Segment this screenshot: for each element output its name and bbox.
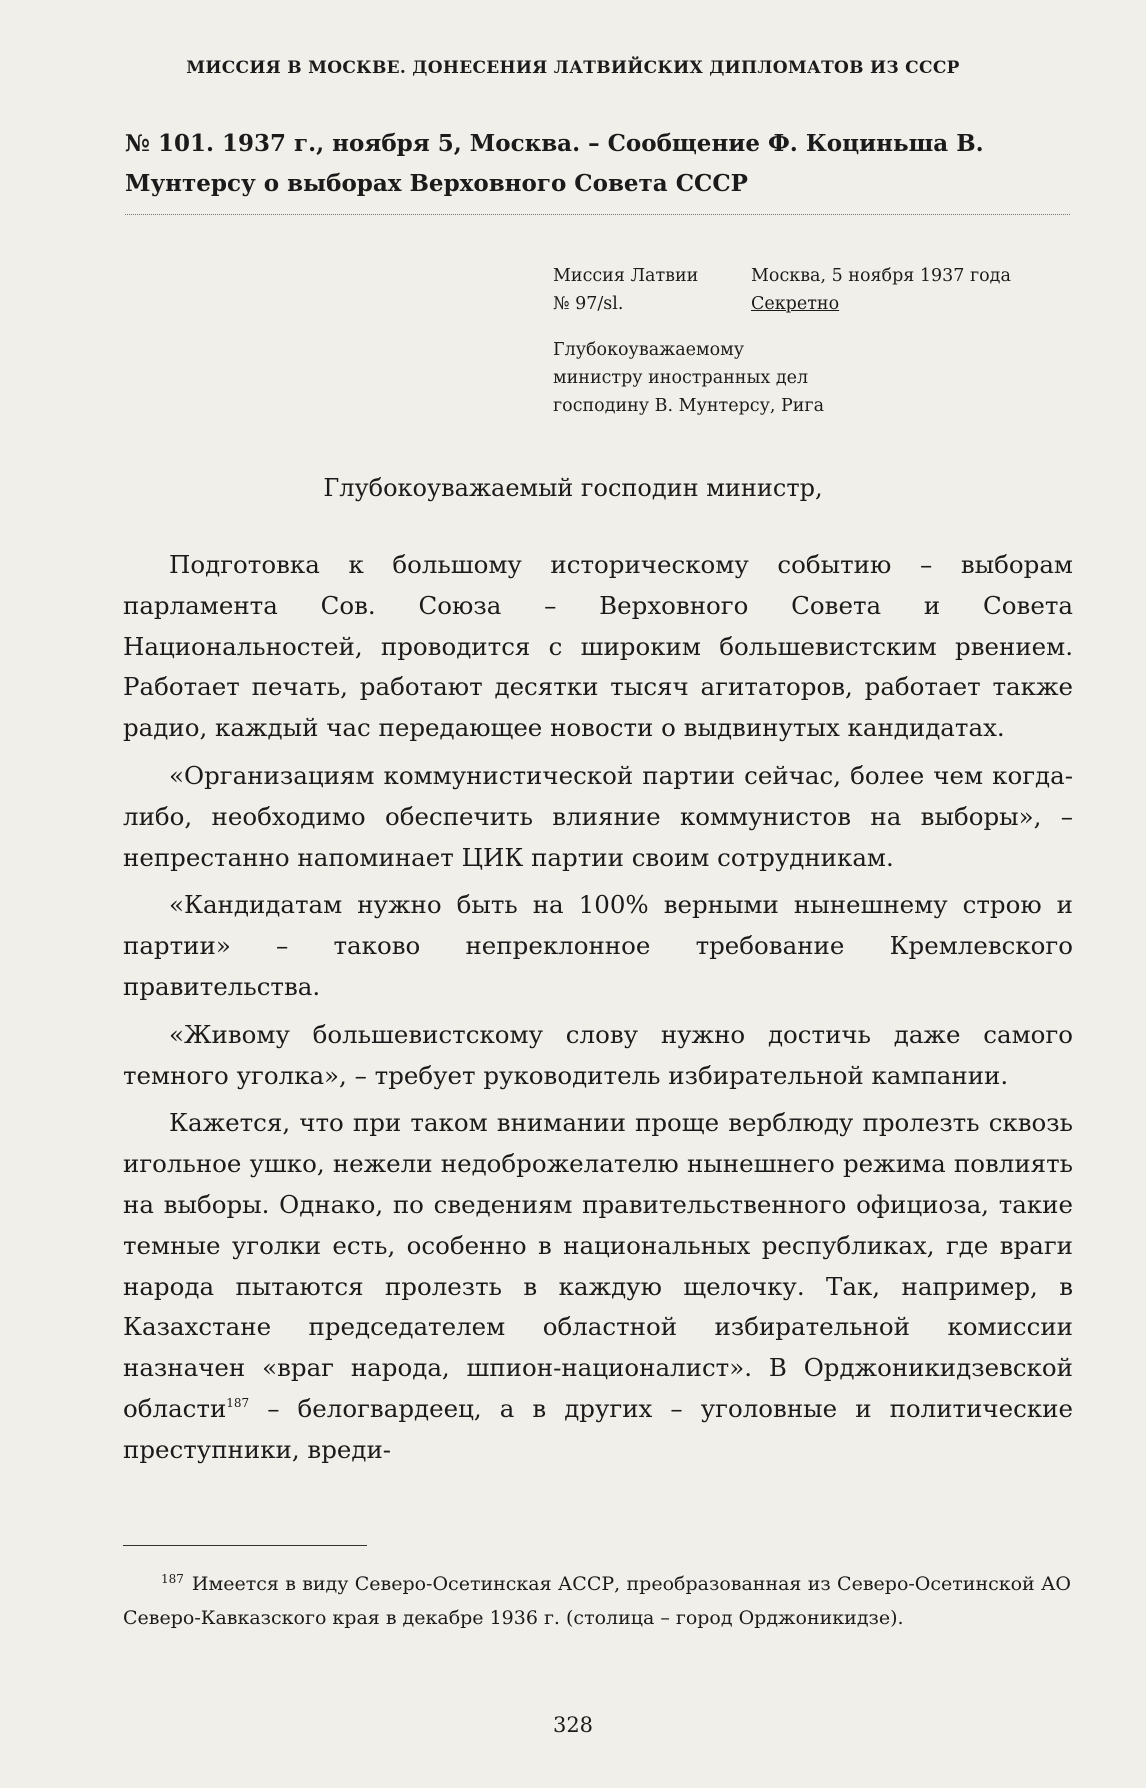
addressee: [553, 336, 1011, 420]
paragraph: «Кандидатам нужно быть на 100% верными нынешнему строю и партии» – таково непреклонное требование Кремлевского правительства.: [123, 890, 1073, 1001]
document-title: № 101. 1937 г., ноября 5, Москва. – Сообщение Ф. Коциньша В. Мунтерсу о выборах Верховного Совета СССР: [125, 130, 984, 197]
address-line: министру иностранных дел: [553, 368, 809, 388]
address-line: Глубокоуважаемому: [553, 340, 745, 360]
address-line: господину В. Мунтерсу, Рига: [553, 396, 825, 416]
footnote-reference[interactable]: 187: [226, 1395, 250, 1410]
page-number: 328: [552, 1713, 594, 1737]
document-number: № 97/sl.: [553, 294, 624, 314]
letter-body: [123, 545, 1073, 1478]
paragraph: «Живому большевистскому слову нужно достичь даже самого темного уголка», – требует руководитель избирательной кампании.: [123, 1019, 1073, 1090]
place-date: Москва, 5 ноября 1937 года: [751, 266, 1011, 286]
letter-header: [553, 262, 1011, 420]
header-row-1: [553, 262, 1011, 290]
header-row-2: [553, 290, 1011, 318]
footnote-text: Имеется в виду Северо-Осетинская АССР, преобразованная из Северо-Осетинской АО Северо-Кавказского края в декабре 1936 г. (столица – город Орджоникидзе).: [123, 1573, 1071, 1629]
paragraph-text: Кажется, что при таком внимании проще верблюду пролезть сквозь игольное ушко, нежели недоброжелателю нынешнего режима повлиять на выборы. Однако, по сведениям правительственного официоза, такие темные уголки есть, особенно в национальных республиках, где враги народа пытаются пролезть в каждую щелочку. Так, например, в Казахстане председателем областной избирательной комиссии назначен «враг народа, шпион-националист». В Орджоникидзевской области: [123, 1108, 1073, 1423]
paragraph-text: – белогвардеец, а в других – уголовные и политические преступники, вреди-: [123, 1393, 1073, 1464]
classification-stamp: Секретно: [751, 294, 840, 314]
footnote-divider: [123, 1545, 367, 1546]
salutation: Глубокоуважаемый господин министр,: [323, 474, 823, 502]
footnote-number: 187: [161, 1572, 184, 1586]
paragraph: [123, 1103, 1073, 1470]
paragraph: Подготовка к большому историческому событию – выборам парламента Сов. Союза – Верховного Совета и Совета Национальностей, проводится с широким большевистским рвением. Работает печать, работают десятки тысяч агитаторов, работает также радио, каждый час передающее новости о выдвинутых кандидатах.: [123, 550, 1073, 743]
footnote: [123, 1562, 1071, 1635]
paragraph: «Организациям коммунистической партии сейчас, более чем когда-либо, необходимо обеспечить влияние коммунистов на выборы», – непрестанно напоминает ЦИК партии своим сотрудникам.: [123, 760, 1073, 872]
mission-label: Миссия Латвии: [553, 266, 699, 286]
title-divider: [125, 214, 1070, 215]
running-head: МИССИЯ В МОСКВЕ. ДОНЕСЕНИЯ ЛАТВИЙСКИХ ДИПЛОМАТОВ ИЗ СССР: [186, 58, 960, 78]
